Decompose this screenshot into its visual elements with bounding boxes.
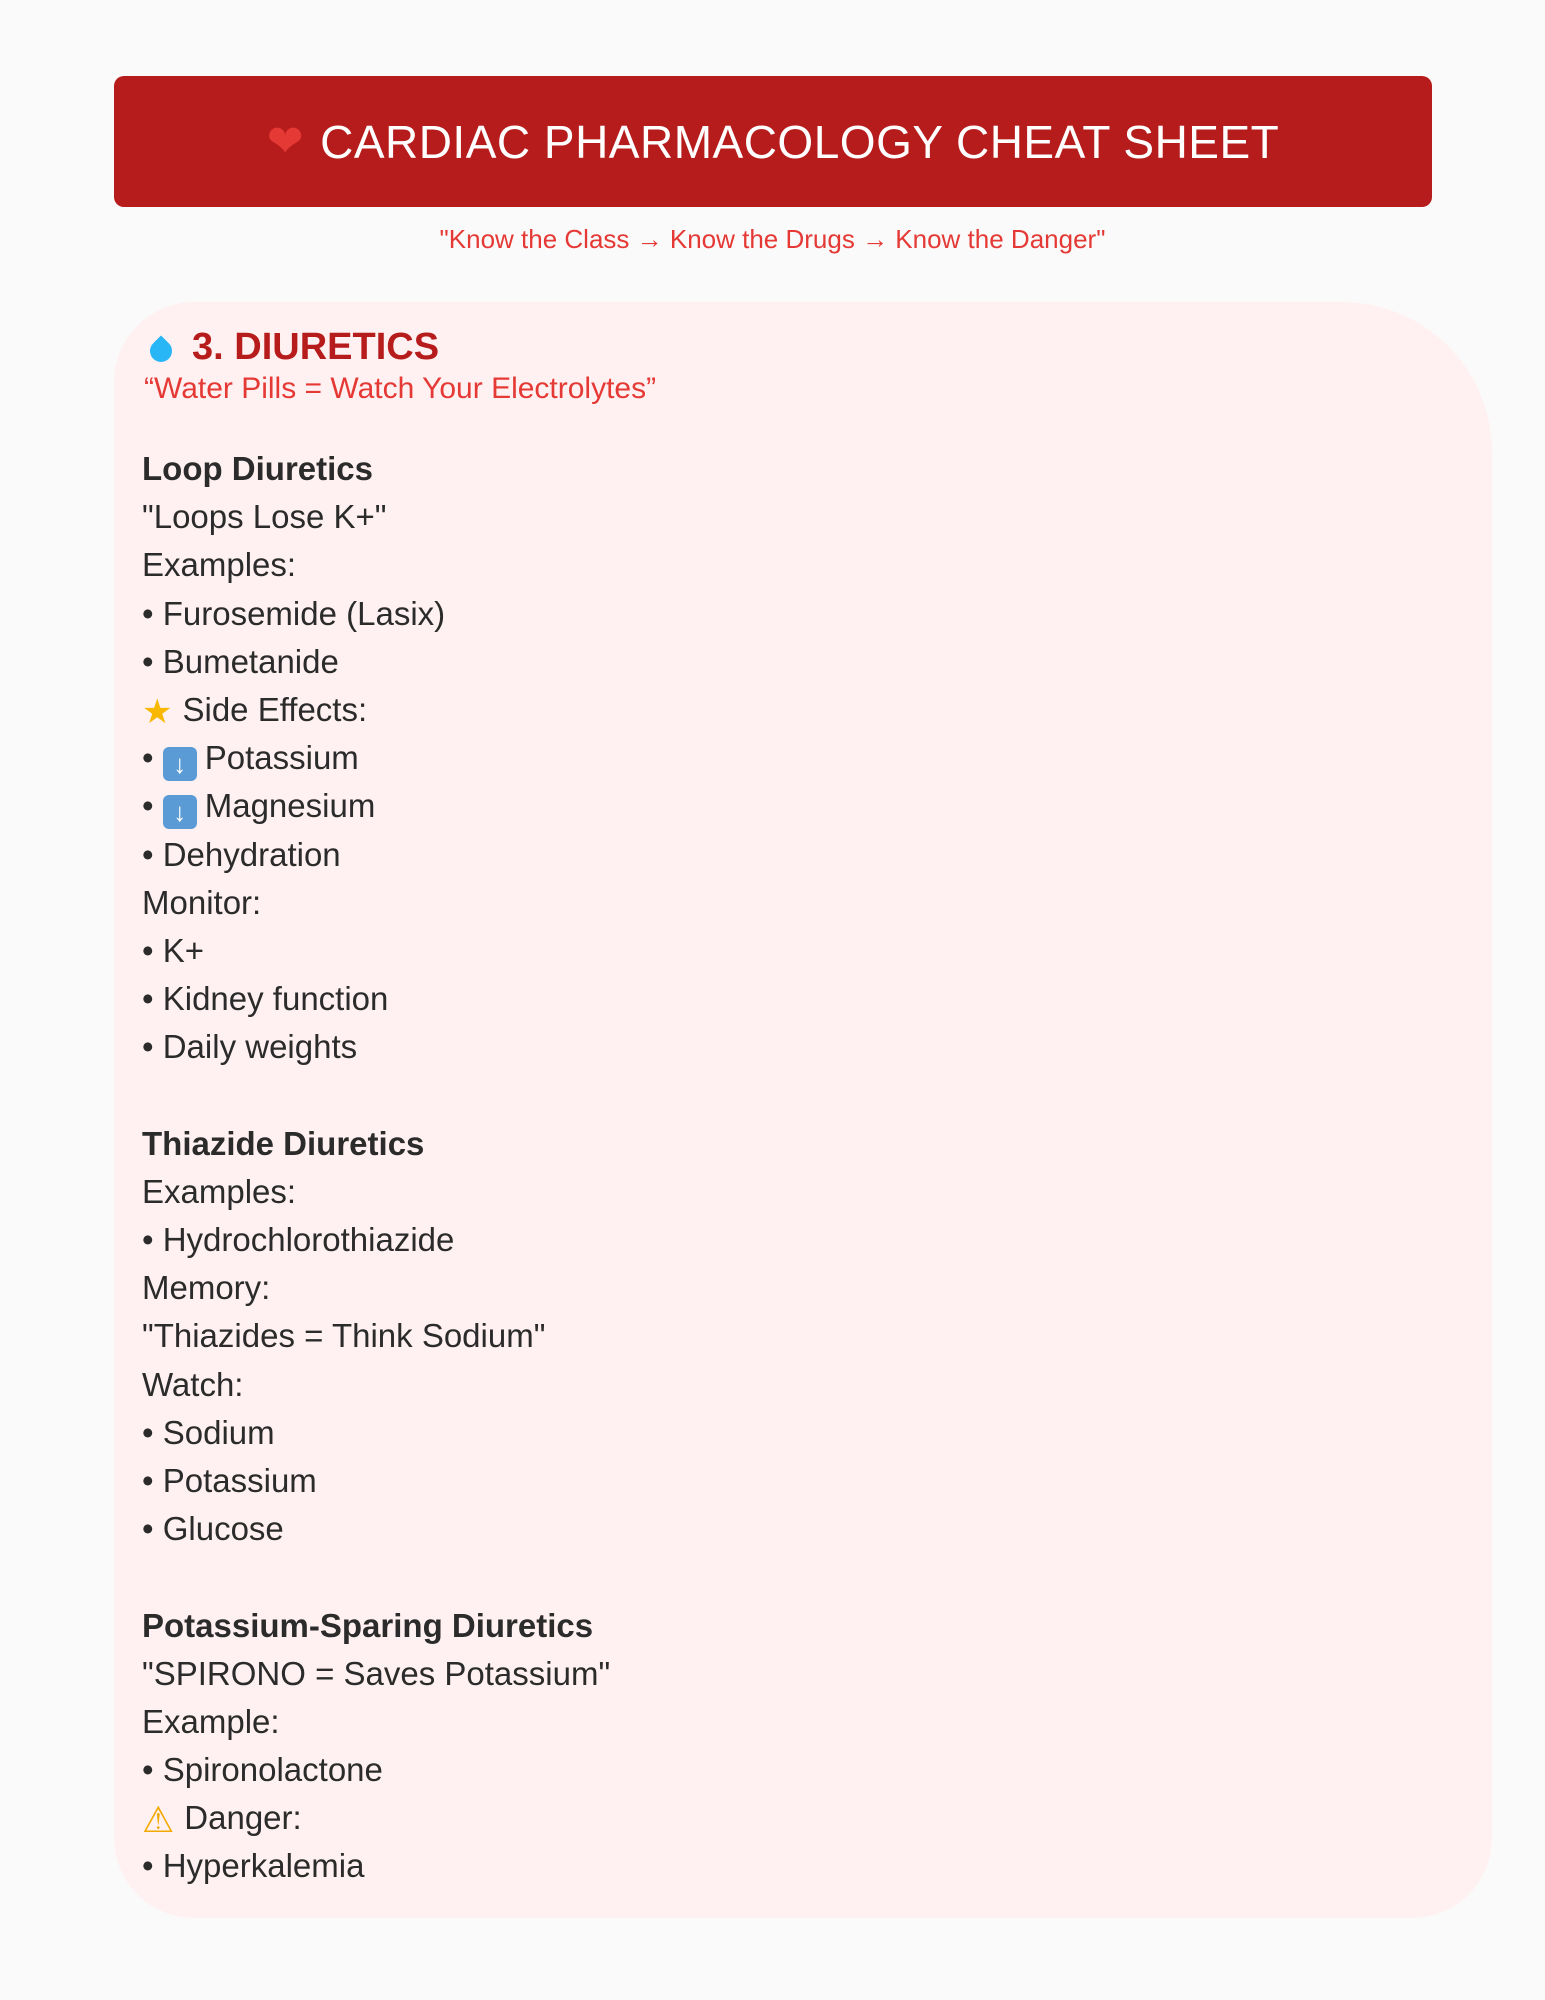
list-item: • Kidney function	[142, 980, 389, 1018]
side-effects-label-row	[142, 686, 1442, 734]
list-item: • ↓ Potassium	[142, 739, 359, 780]
thiazide-examples-label: Examples:	[142, 1172, 297, 1210]
list-item: • Daily weights	[142, 1028, 358, 1066]
list-item: • Hyperkalemia	[142, 1847, 365, 1885]
list-item: • Spironolactone	[142, 1751, 383, 1789]
list-item: • ↓ Magnesium	[142, 787, 376, 828]
section-title: 3. DIURETICS	[192, 326, 440, 368]
list-item: • Potassium	[142, 1461, 317, 1499]
loop-examples-label: Examples:	[142, 546, 297, 584]
sparing-mnemonic: "SPIRONO = Saves Potassium"	[142, 1654, 611, 1692]
danger-label: Danger:	[184, 1799, 302, 1837]
monitor-label: Monitor:	[142, 883, 262, 921]
spacer	[142, 1553, 1442, 1601]
side-effects-label: Side Effects:	[182, 690, 368, 728]
warning-icon: ⚠	[142, 1799, 175, 1841]
spacer	[142, 1071, 1442, 1119]
sparing-example-label: Example:	[142, 1702, 280, 1740]
list-item: • Dehydration	[142, 835, 341, 873]
memory-label: Memory:	[142, 1269, 271, 1307]
tagline: "Know the Class → Know the Drugs → Know the Danger"	[439, 224, 1106, 254]
watch-label: Watch:	[142, 1365, 244, 1403]
list-item: • Sodium	[142, 1413, 275, 1451]
loop-diuretics-heading: Loop Diuretics	[142, 450, 374, 487]
down-arrow-icon: ↓	[163, 795, 197, 829]
thiazide-diuretics-heading: Thiazide Diuretics	[142, 1124, 425, 1162]
page-title: CARDIAC PHARMACOLOGY CHEAT SHEET	[320, 115, 1280, 168]
heart-icon: ❤	[266, 116, 305, 166]
list-item: • Bumetanide	[142, 642, 339, 680]
list-item: • K+	[142, 931, 205, 969]
side-effect-text: Magnesium	[204, 787, 376, 825]
loop-mnemonic: "Loops Lose K+"	[142, 498, 387, 536]
star-icon: ★	[142, 693, 173, 732]
section-heading	[144, 326, 439, 369]
section-subtitle: “Water Pills = Watch Your Electrolytes”	[144, 372, 657, 405]
section-content	[142, 445, 1442, 1891]
list-item: • Furosemide (Lasix)	[142, 594, 446, 632]
title-banner	[114, 76, 1432, 207]
thiazide-mnemonic: "Thiazides = Think Sodium"	[142, 1317, 546, 1355]
danger-label-row	[142, 1794, 1442, 1842]
list-item: • Hydrochlorothiazide	[142, 1221, 455, 1258]
water-drop-icon	[145, 335, 176, 366]
down-arrow-icon: ↓	[163, 747, 197, 781]
potassium-sparing-heading: Potassium-Sparing Diuretics	[142, 1606, 594, 1644]
list-item: • Glucose	[142, 1510, 284, 1548]
side-effect-text: Potassium	[204, 739, 359, 777]
